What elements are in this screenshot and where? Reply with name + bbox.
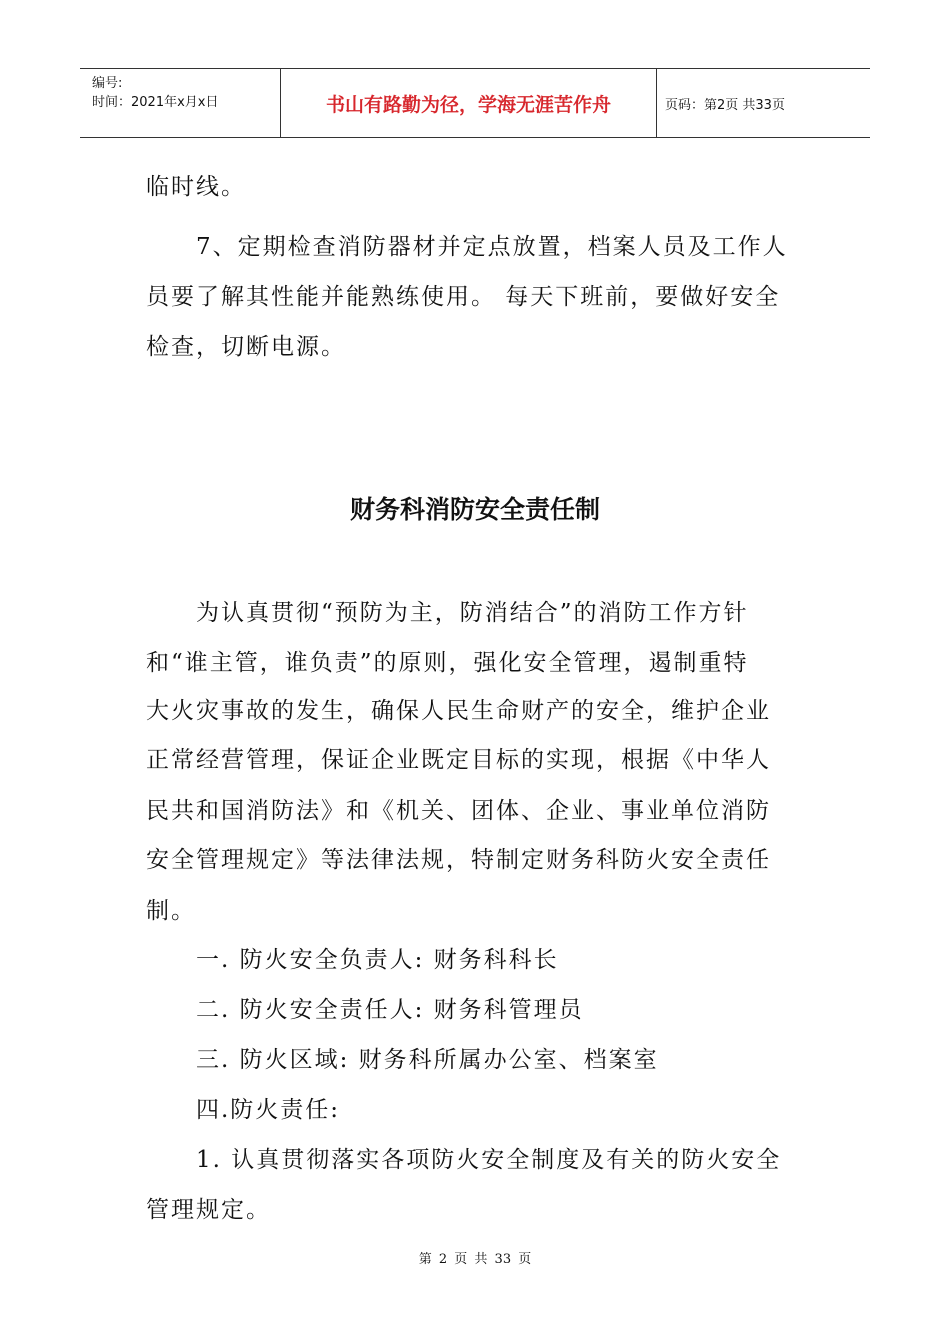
number-label: 编号:	[92, 76, 123, 91]
paragraph-line: 民共和国消防法》和《机关、团体、企业、事业单位消防	[146, 798, 771, 824]
list-item: 四.防火责任:	[196, 1097, 341, 1123]
header-meta	[80, 69, 281, 137]
header-motto: 书山有路勤为径，学海无涯苦作舟	[281, 69, 657, 137]
paragraph-line: 安全管理规定》等法律法规，特制定财务科防火安全责任	[146, 847, 771, 873]
paragraph-line: 为认真贯彻“预防为主，防消结合”的消防工作方针	[196, 600, 749, 626]
list-item: 一. 防火安全负责人: 财务科科长	[196, 947, 559, 973]
paragraph-line: 临时线。	[146, 174, 246, 200]
paragraph-line: 大火灾事故的发生，确保人民生命财产的安全，维护企业	[146, 698, 771, 724]
time-label: 时间：2021年x月x日	[92, 95, 219, 110]
list-item: 二. 防火安全责任人: 财务科管理员	[196, 997, 584, 1023]
paragraph-line: 7、定期检查消防器材并定点放置，档案人员及工作人	[196, 234, 788, 260]
paragraph-line: 正常经营管理，保证企业既定目标的实现，根据《中华人	[146, 747, 771, 773]
header-page-info: 页码：第2页 共33页	[665, 97, 785, 113]
list-item: 三. 防火区域: 财务科所属办公室、档案室	[196, 1047, 659, 1073]
list-item: 1. 认真贯彻落实各项防火安全制度及有关的防火安全	[196, 1147, 782, 1173]
paragraph-line: 管理规定。	[146, 1197, 271, 1223]
section-title: 财务科消防安全责任制	[349, 495, 600, 524]
document-header	[80, 68, 870, 138]
paragraph-line: 员要了解其性能并能熟练使用。 每天下班前，要做好安全	[146, 284, 781, 310]
paragraph-line: 检查，切断电源。	[146, 334, 346, 360]
paragraph-line: 和“谁主管，谁负责”的原则，强化安全管理，遏制重特	[146, 650, 749, 676]
page-footer: 第 2 页 共 33 页	[418, 1252, 532, 1267]
paragraph-line: 制。	[146, 898, 196, 924]
